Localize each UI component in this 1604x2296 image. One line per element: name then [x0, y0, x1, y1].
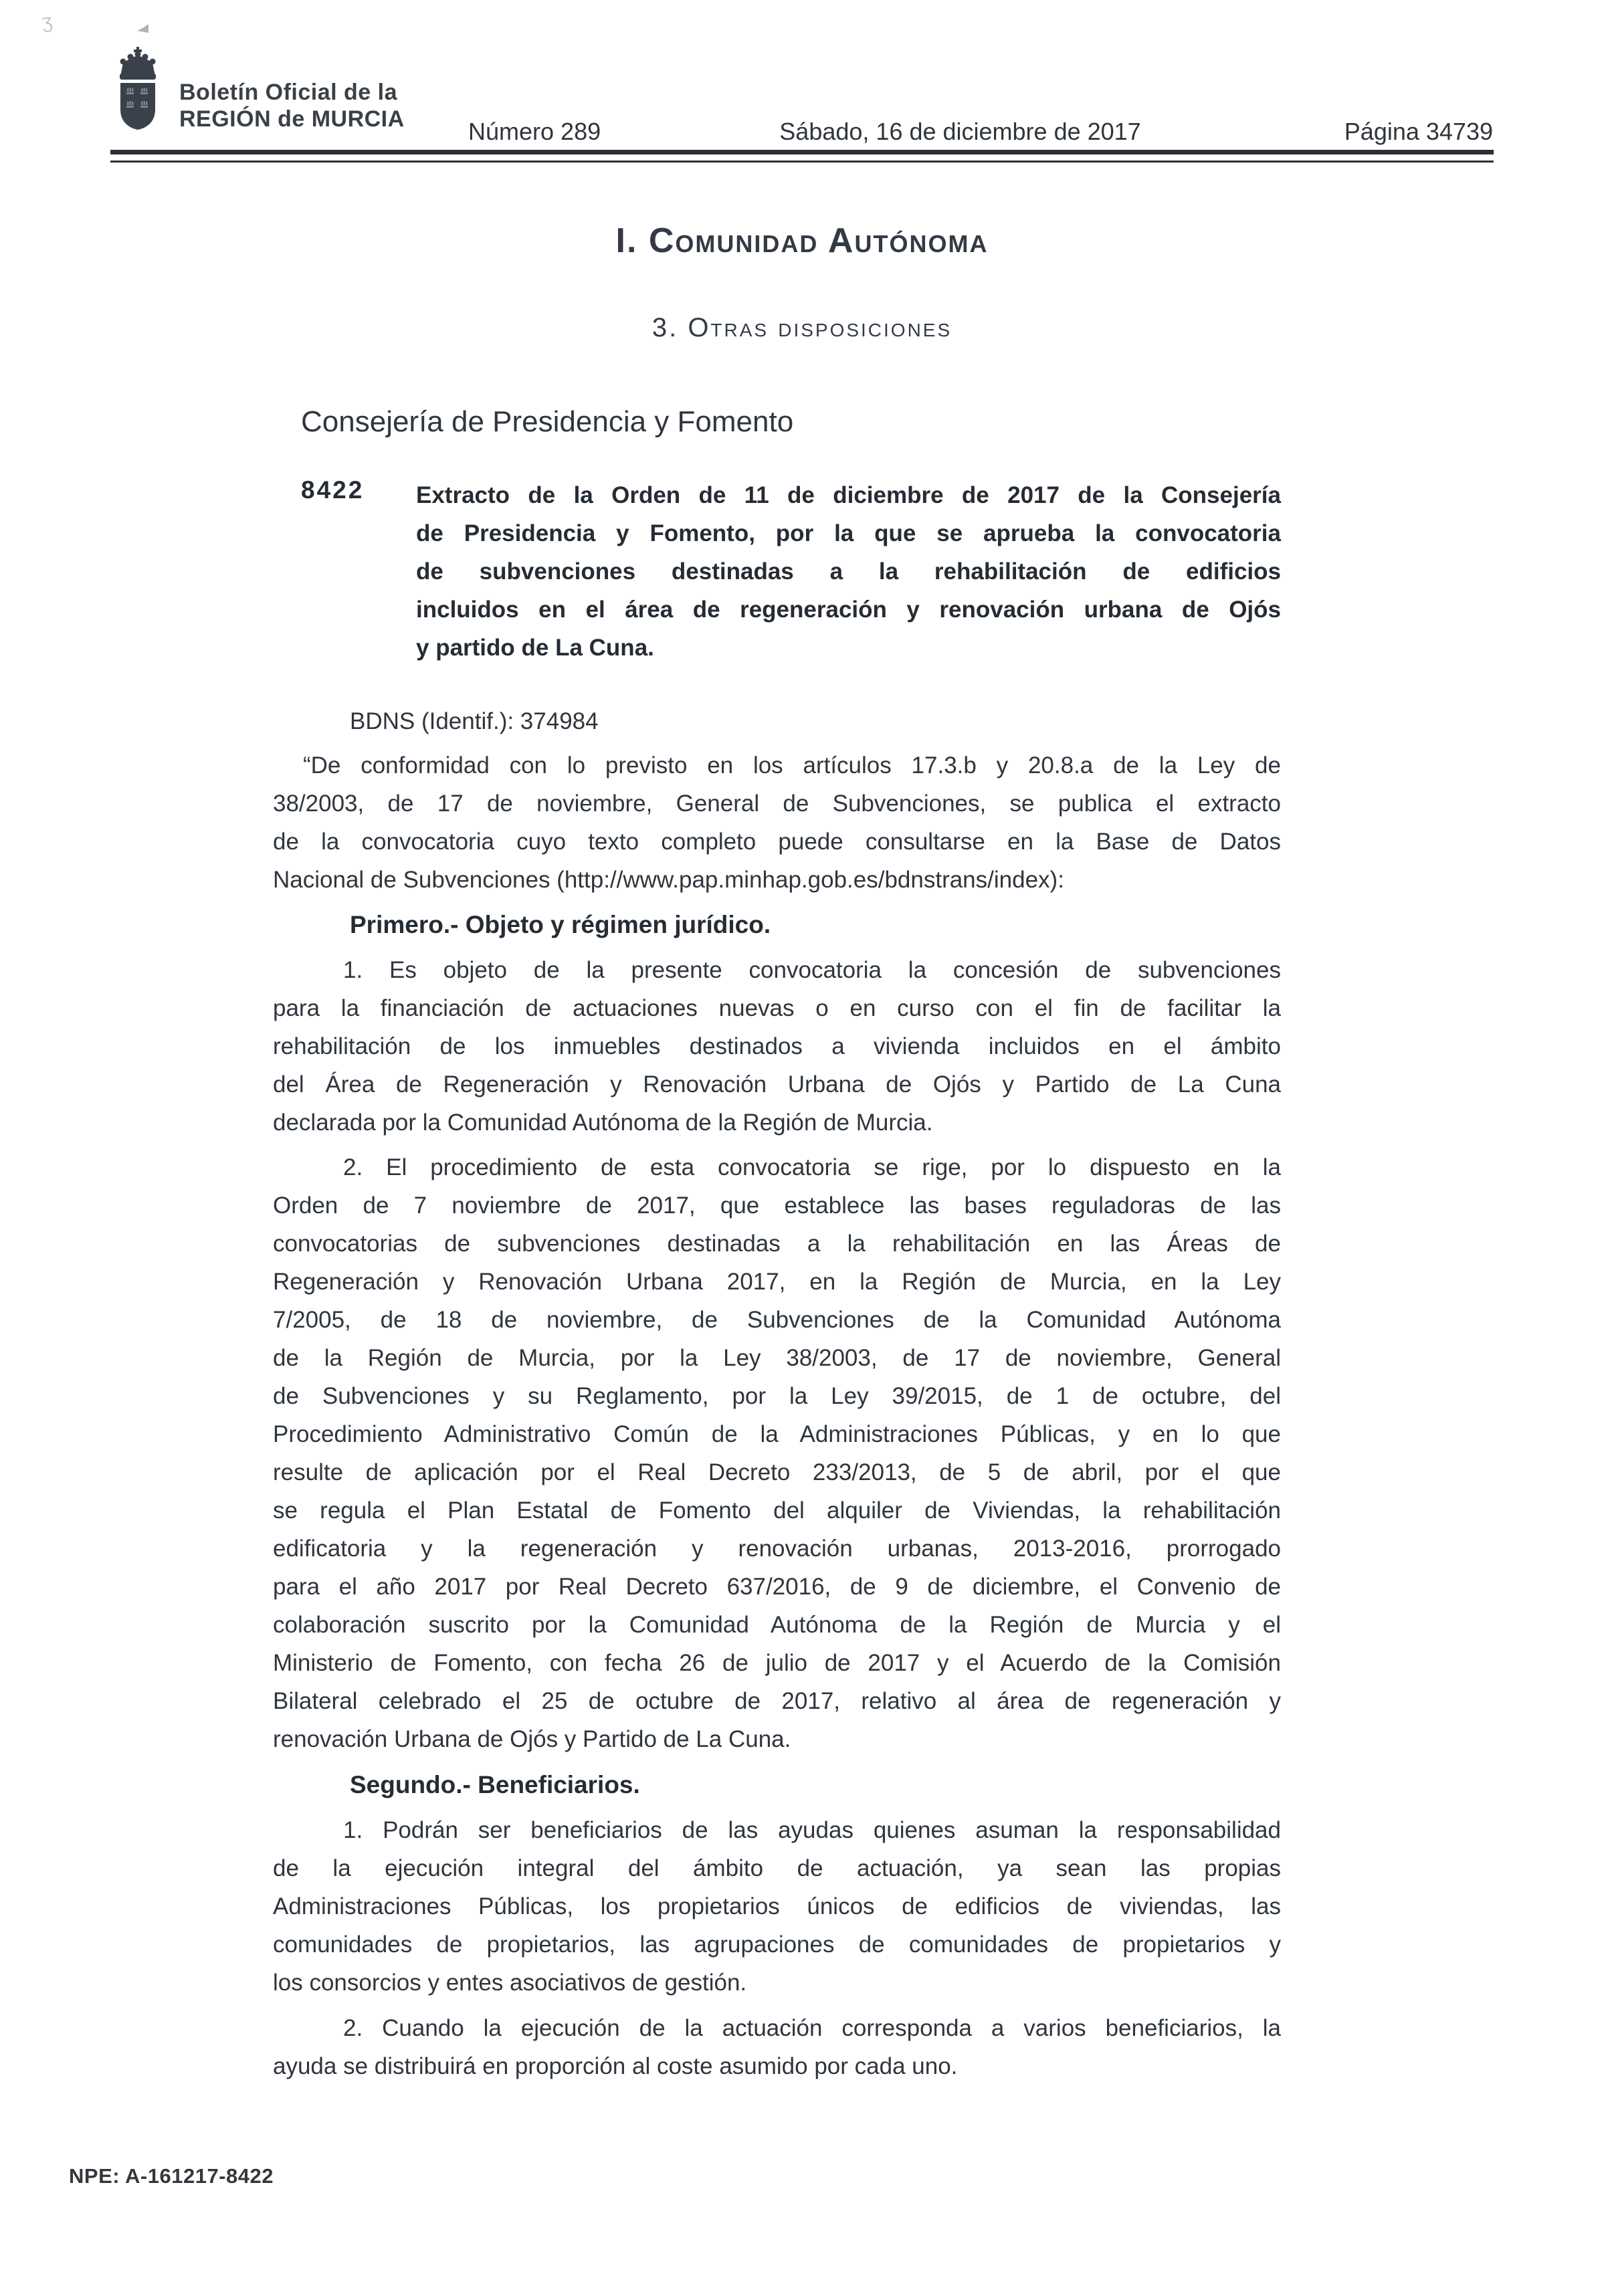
text-line: del Área de Regeneración y Renovación Urbana de Ojós y Partido de La Cuna	[273, 1071, 1281, 1098]
text-line: edificatoria y la regeneración y renovación urbanas, 2013-2016, prorrogado	[273, 1536, 1281, 1562]
npe-reference: NPE: A-161217-8422	[69, 2164, 274, 2188]
text-line: de la ejecución integral del ámbito de actuación, ya sean las propias	[273, 1855, 1281, 1881]
heading-primero: Primero.- Objeto y régimen jurídico.	[350, 911, 771, 938]
section-title: I. Comunidad Autónoma	[615, 221, 989, 260]
text-line: Bilateral celebrado el 25 de octubre de 2017, relativo al área de regeneración y	[273, 1688, 1281, 1714]
text-line: convocatorias de subvenciones destinadas a la rehabilitación en las Áreas de	[273, 1231, 1281, 1257]
scan-artifact: ʒ	[39, 10, 54, 33]
text-line: 1. Podrán ser beneficiarios de las ayudas quienes asuman la responsabilidad	[343, 1817, 1281, 1843]
text-line: declarada por la Comunidad Autónoma de la Región de Murcia.	[273, 1110, 933, 1136]
issue-date: Sábado, 16 de diciembre de 2017	[779, 118, 1141, 145]
text-line: Extracto de la Orden de 11 de diciembre de 2017 de la Consejería	[416, 482, 1281, 508]
department-title: Consejería de Presidencia y Fomento	[301, 405, 794, 438]
text-line: de la convocatoria cuyo texto completo puede consultarse en la Base de Datos	[273, 829, 1281, 855]
text-line: y partido de La Cuna.	[416, 635, 654, 661]
text-line: de subvenciones destinadas a la rehabilitación de edificios	[416, 558, 1281, 585]
text-line: resulte de aplicación por el Real Decreto 233/2013, de 5 de abril, por el que	[273, 1459, 1281, 1485]
text-line: 38/2003, de 17 de noviembre, General de Subvenciones, se publica el extracto	[273, 791, 1281, 817]
heading-segundo: Segundo.- Beneficiarios.	[350, 1771, 640, 1798]
text-line: 7/2005, de 18 de noviembre, de Subvenciones de la Comunidad Autónoma	[273, 1307, 1281, 1333]
text-line: Nacional de Subvenciones (http://www.pap.minhap.gob.es/bdnstrans/index):	[273, 867, 1064, 893]
paragraph	[273, 951, 1281, 1142]
text-line: comunidades de propietarios, las agrupaciones de comunidades de propietarios y	[273, 1932, 1281, 1958]
text-line: de Subvenciones y su Reglamento, por la Ley 39/2015, de 1 de octubre, del	[273, 1383, 1281, 1409]
paragraph	[273, 1148, 1281, 1758]
paragraph	[273, 2009, 1281, 2085]
subsection-title: 3. Otras disposiciones	[651, 313, 953, 342]
issue-number: Número 289	[468, 118, 601, 145]
text-line: para la financiación de actuaciones nuevas o en curso con el fin de facilitar la	[273, 995, 1281, 1021]
text-line: se regula el Plan Estatal de Fomento del alquiler de Viviendas, la rehabilitación	[273, 1497, 1281, 1524]
text-line: colaboración suscrito por la Comunidad Autónoma de la Región de Murcia y el	[273, 1612, 1281, 1638]
text-line: Administraciones Públicas, los propietarios únicos de edificios de viviendas, las	[273, 1893, 1281, 1919]
text-line: ayuda se distribuirá en proporción al coste asumido por cada uno.	[273, 2053, 958, 2079]
text-line: Ministerio de Fomento, con fecha 26 de julio de 2017 y el Acuerdo de la Comisión	[273, 1650, 1281, 1676]
text-line: 2. Cuando la ejecución de la actuación corresponda a varios beneficiarios, la	[343, 2015, 1281, 2041]
text-line: para el año 2017 por Real Decreto 637/2016, de 9 de diciembre, el Convenio de	[273, 1574, 1281, 1600]
text-line: de la Región de Murcia, por la Ley 38/2003, de 17 de noviembre, General	[273, 1345, 1281, 1371]
brand-line-1: Boletín Oficial de la	[179, 80, 398, 105]
murcia-coat-of-arms-icon	[115, 47, 161, 132]
text-line: 1. Es objeto de la presente convocatoria la concesión de subvenciones	[343, 957, 1281, 983]
header-rule-thick	[110, 150, 1494, 154]
text-line: los consorcios y entes asociativos de gestión.	[273, 1970, 747, 1996]
bdns-identifier: BDNS (Identif.): 374984	[350, 708, 599, 734]
paragraph	[273, 746, 1281, 899]
scan-artifact	[137, 24, 148, 33]
text-line: 2. El procedimiento de esta convocatoria se rige, por lo dispuesto en la	[343, 1154, 1281, 1180]
brand-line-2: REGIÓN de MURCIA	[179, 106, 405, 132]
text-line: Regeneración y Renovación Urbana 2017, en la Región de Murcia, en la Ley	[273, 1269, 1281, 1295]
text-line: renovación Urbana de Ojós y Partido de La Cuna.	[273, 1726, 791, 1752]
page-number: Página 34739	[1344, 118, 1493, 145]
text-line: Procedimiento Administrativo Común de la Administraciones Públicas, y en lo que	[273, 1421, 1281, 1447]
paragraph	[273, 1811, 1281, 2002]
masthead-brand	[179, 79, 405, 132]
text-line: rehabilitación de los inmuebles destinados a vivienda incluidos en el ámbito	[273, 1033, 1281, 1059]
entry-number: 8422	[301, 476, 365, 504]
text-line: “De conformidad con lo previsto en los artículos 17.3.b y 20.8.a de la Ley de	[303, 752, 1281, 778]
text-line: de Presidencia y Fomento, por la que se aprueba la convocatoria	[416, 520, 1281, 546]
text-line: incluidos en el área de regeneración y renovación urbana de Ojós	[416, 597, 1281, 623]
header-rule-thin	[110, 161, 1494, 163]
text-line: Orden de 7 noviembre de 2017, que establece las bases reguladoras de las	[273, 1192, 1281, 1219]
entry-summary	[416, 476, 1281, 667]
